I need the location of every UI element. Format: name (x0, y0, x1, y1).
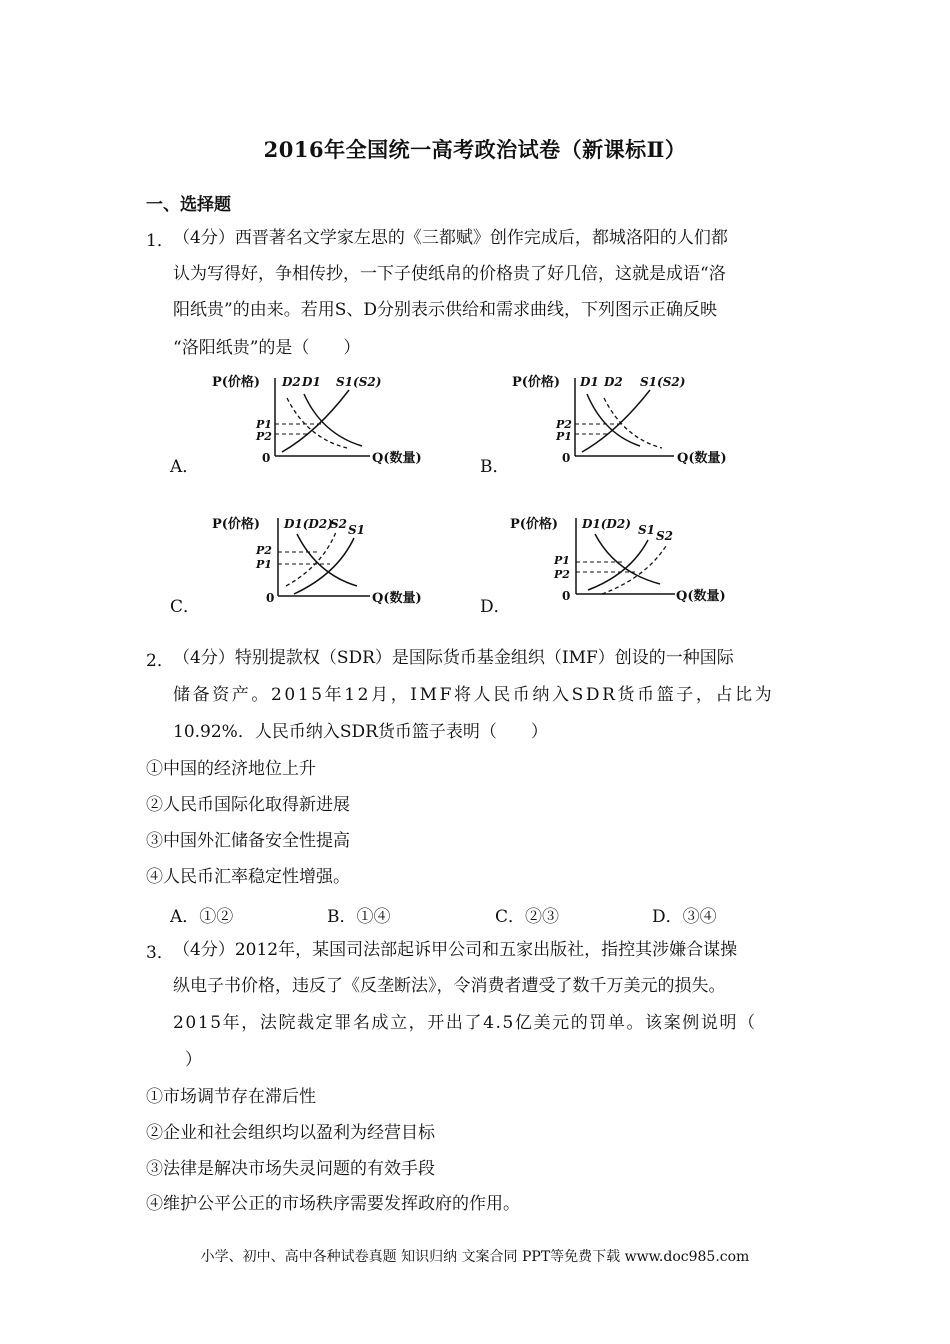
curve-label: D2 (282, 375, 301, 389)
statement-item: ②企业和社会组织均以盈利为经营目标 (146, 1123, 435, 1143)
curve-label: S1(S2) (336, 375, 382, 389)
curve-label: S1(S2) (640, 375, 686, 389)
price-label: P2 (556, 418, 572, 431)
option-label: D． (480, 597, 511, 617)
page-title: 2016年全国统一高考政治试卷（新课标Ⅱ） (263, 137, 687, 162)
origin-label: 0 (562, 451, 571, 465)
answer-choice: C．②③ (495, 907, 560, 927)
demand-curve-dashed (604, 398, 662, 448)
page-footer: 小学、初中、高中各种试卷真题 知识归纳 文案合同 PPT等免费下载 www.doc985.com (200, 1249, 750, 1265)
curve-label: S1 (638, 523, 656, 537)
price-label: P1 (554, 554, 570, 567)
supply-demand-graph-c (212, 510, 442, 608)
curve-label: D2 (604, 375, 623, 389)
demand-curve-dashed (287, 398, 347, 448)
price-label: P2 (256, 544, 272, 557)
statement-item: ③法律是解决市场失灵问题的有效手段 (146, 1159, 435, 1179)
price-label: P1 (556, 430, 572, 443)
supply-curve (282, 390, 349, 452)
supply-demand-graph-b (512, 372, 742, 470)
question-text-line: 纵电子书价格，违反了《反垄断法》，令消费者遭受了数千万美元的损失。 (173, 976, 726, 996)
price-label: P1 (256, 558, 272, 571)
option-label: A． (170, 457, 200, 477)
option-label: B． (480, 457, 510, 477)
answer-choice: B．①④ (327, 907, 391, 927)
option-label: C． (170, 597, 201, 617)
supply-demand-graph-a (212, 372, 442, 470)
question-text-line: （4分）2012年，某国司法部起诉甲公司和五家出版社，指控其涉嫌合谋操 (173, 940, 738, 960)
y-axis-label: P(价格) (212, 375, 261, 390)
question-text-line: 2015年，法院裁定罪名成立，开出了4.5亿美元的罚单。该案例说明（ (173, 1013, 757, 1033)
answer-choice: A．①② (170, 907, 234, 927)
x-axis-label: Q(数量) (676, 589, 726, 604)
demand-curve (297, 534, 357, 586)
question-text-line: 阳纸贵”的由来。若用S、D分别表示供给和需求曲线，下列图示正确反映 (173, 300, 717, 320)
statement-item: ②人民币国际化取得新进展 (146, 795, 350, 815)
demand-curve (587, 394, 640, 446)
supply-curve-dashed (602, 546, 666, 594)
price-label: P1 (256, 418, 272, 431)
section-heading: 一、选择题 (146, 195, 231, 215)
y-axis-label: P(价格) (510, 517, 559, 532)
demand-curve (595, 534, 660, 584)
x-axis-label: Q(数量) (372, 591, 422, 606)
question-text-line: 10.92%．人民币纳入SDR货币篮子表明（ ） (173, 722, 548, 742)
price-label: P2 (554, 568, 570, 581)
y-axis-label: P(价格) (212, 517, 261, 532)
statement-item: ①市场调节存在滞后性 (146, 1087, 316, 1107)
origin-label: 0 (562, 589, 571, 603)
price-label: P2 (256, 430, 272, 443)
supply-curve (588, 540, 648, 590)
question-number: 3． (146, 943, 174, 963)
statement-item: ①中国的经济地位上升 (146, 759, 316, 779)
supply-demand-graph-d (510, 510, 750, 608)
supply-curve (582, 390, 650, 452)
question-number: 2． (146, 651, 174, 671)
origin-label: 0 (262, 451, 271, 465)
question-text-line: 认为写得好，争相传抄，一下子使纸帛的价格贵了好几倍，这就是成语“洛 (173, 264, 726, 284)
question-number: 1． (146, 231, 174, 251)
curve-label: D1 (580, 375, 599, 389)
curve-label: D1(D2) (284, 517, 333, 531)
supply-curve-dashed (286, 532, 336, 586)
answer-choice: D．③④ (652, 907, 717, 927)
question-text-line: （4分）西晋著名文学家左思的《三都赋》创作完成后，都城洛阳的人们都 (173, 228, 728, 248)
x-axis-label: Q(数量) (677, 451, 727, 466)
curve-label: D1(D2) (582, 517, 631, 531)
y-axis-label: P(价格) (512, 375, 561, 390)
question-text-line: 储备资产。2015年12月，IMF将人民币纳入SDR货币篮子，占比为 (173, 685, 775, 705)
curve-label: S2 (656, 529, 674, 543)
demand-curve (304, 394, 362, 446)
origin-label: 0 (266, 591, 275, 605)
x-axis-label: Q(数量) (372, 451, 422, 466)
statement-item: ③中国外汇储备安全性提高 (146, 831, 350, 851)
curve-label: S2 (330, 517, 348, 531)
question-text-line: ） (185, 1050, 202, 1070)
question-text-line: “洛阳纸贵”的是（ ） (173, 338, 361, 358)
curve-label: S1 (348, 523, 366, 537)
supply-curve (294, 538, 354, 594)
statement-item: ④人民币汇率稳定性增强。 (146, 867, 350, 887)
question-text-line: （4分）特别提款权（SDR）是国际货币基金组织（IMF）创设的一种国际 (173, 648, 734, 668)
statement-item: ④维护公平公正的市场秩序需要发挥政府的作用。 (146, 1194, 520, 1214)
curve-label: D1 (302, 375, 321, 389)
